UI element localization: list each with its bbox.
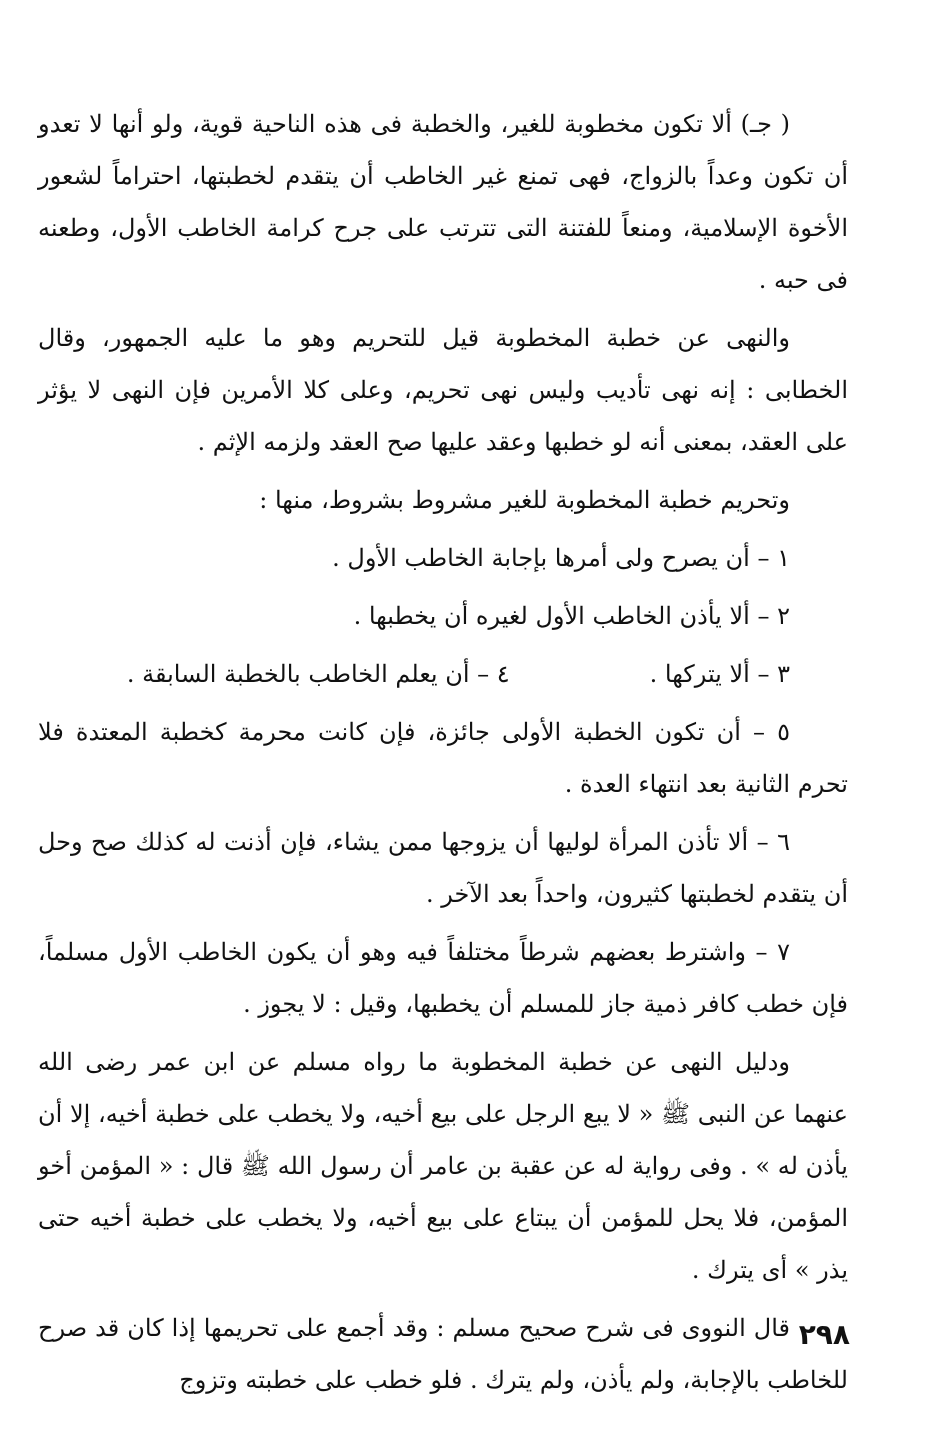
paragraph-nawawi: قال النووى فى شرح صحيح مسلم : وقد أجمع على تحريمها إذا كان قد صرح للخاطب بالإجابة، ولم يأذن، ولم يترك . فلو خطب على خطبته وتزوج [38, 1314, 848, 1394]
condition-6: ٦ – ألا تأذن المرأة لوليها أن يزوجها ممن يشاء، فإن أذنت له كذلك صح وحل أن يتقدم لخطبتها كثيرون، واحداً بعد الآخر . [38, 828, 848, 908]
condition-7: ٧ – واشترط بعضهم شرطاً مختلفاً فيه وهو أن يكون الخاطب الأول مسلماً، فإن خطب كافر ذمية جاز للمسلم أن يخطبها، وقيل : لا يجوز . [38, 938, 848, 1018]
paragraph-evidence-hadith: ودليل النهى عن خطبة المخطوبة ما رواه مسلم عن ابن عمر رضى الله عنهما عن النبى ﷺ « لا يبع الرجل على بيع أخيه، ولا يخطب على خطبة أخيه، إلا أن يأذن له » . وفى رواية له عن عقبة بن عامر أن رسول الله ﷺ قال : « المؤمن أخو المؤمن، فلا يحل للمؤمن أن يبتاع على بيع أخيه، ولا يخطب على خطبة أخيه حتى يذر » أى يترك . [38, 1048, 848, 1284]
condition-1: ١ – أن يصرح ولى أمرها بإجابة الخاطب الأول . [332, 544, 790, 572]
condition-5: ٥ – أن تكون الخطبة الأولى جائزة، فإن كانت محرمة كخطبة المعتدة فلا تحرم الثانية بعد انتهاء العدة . [38, 718, 848, 798]
paragraph-condition-c: ( جـ) ألا تكون مخطوبة للغير، والخطبة فى هذه الناحية قوية، ولو أنها لا تعدو أن تكون وعداً بالزواج، فهى تمنع غير الخاطب أن يتقدم لخطبتها، احتراماً لشعور الأخوة الإسلامية، ومنعاً للفتنة التى تترتب على جرح كرامة الخاطب الأول، وطعنه فى حبه . [38, 110, 848, 294]
paragraph-prohibition-ruling: والنهى عن خطبة المخطوبة قيل للتحريم وهو ما عليه الجمهور، وقال الخطابى : إنه نهى تأديب وليس نهى تحريم، وعلى كلا الأمرين فإن النهى لا يؤثر على العقد، بمعنى أنه لو خطبها وعقد عليها صح العقد ولزمه الإثم . [38, 324, 848, 456]
page-number: ٢٩٨ [798, 1318, 850, 1351]
page-body [38, 98, 848, 1406]
conditions-3-4-row [38, 648, 848, 700]
condition-4: ٤ – أن يعلم الخاطب بالخطبة السابقة . [126, 660, 510, 688]
paragraph-conditions-intro: وتحريم خطبة المخطوبة للغير مشروط بشروط، منها : [259, 486, 790, 514]
condition-3: ٣ – ألا يتركها . [649, 660, 790, 688]
condition-2: ٢ – ألا يأذن الخاطب الأول لغيره أن يخطبها . [353, 602, 790, 630]
